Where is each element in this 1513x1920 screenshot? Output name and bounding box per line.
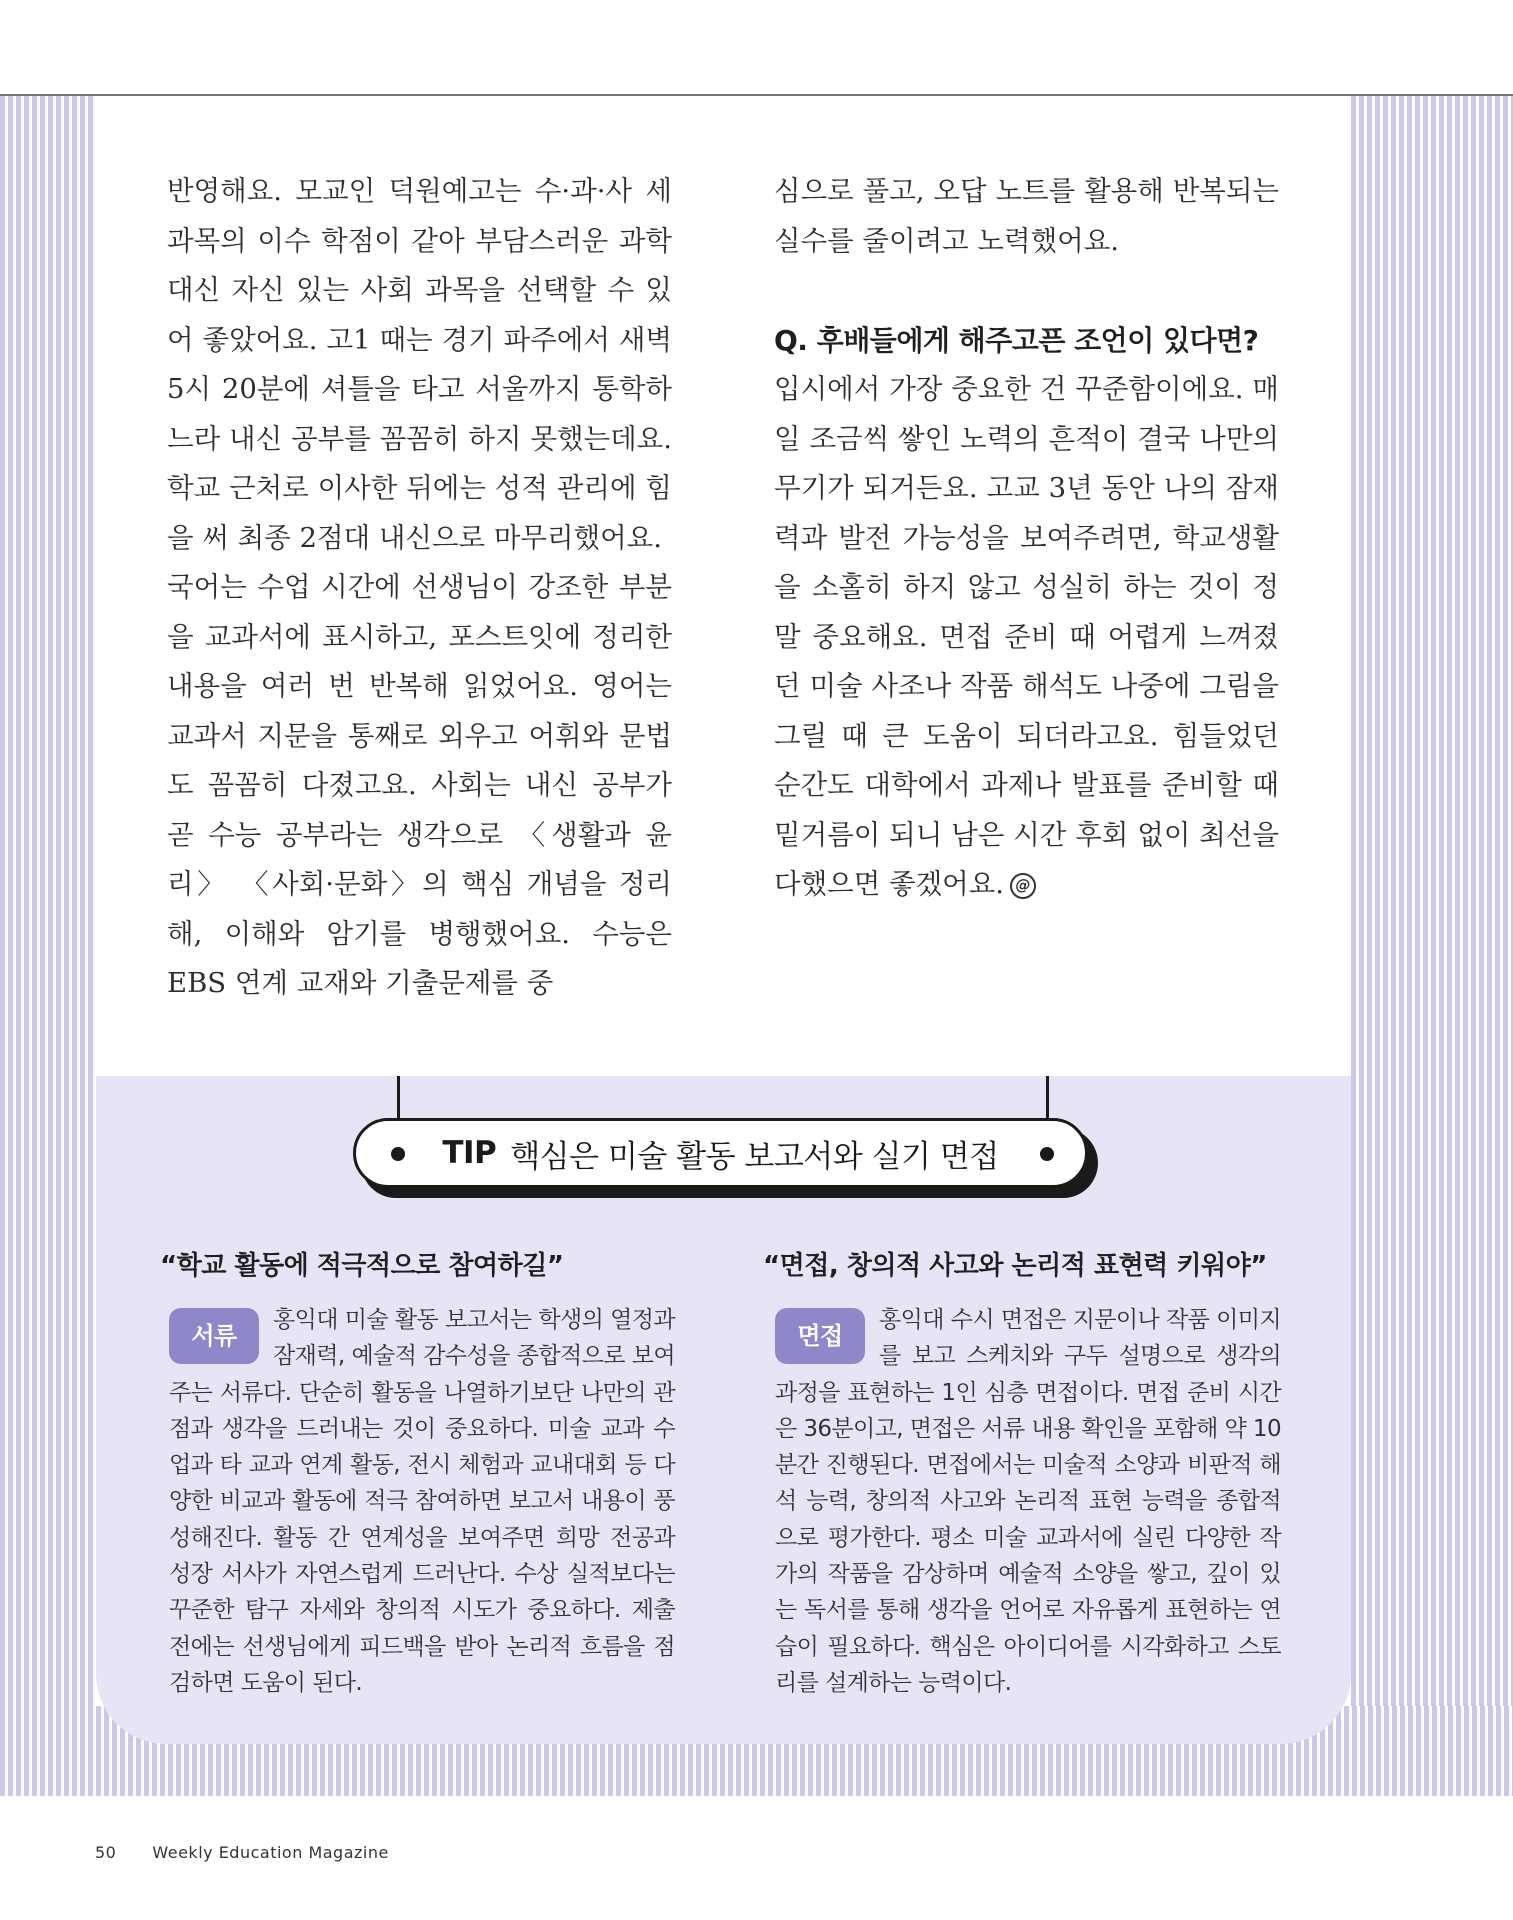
page-number: 50 [95, 1843, 117, 1862]
tag-documents: 서류 [169, 1308, 259, 1364]
answer-paragraph [774, 365, 1279, 910]
article-left-column [167, 167, 672, 1009]
tip-title-text: 핵심은 미술 활동 보고서와 실기 면접 [510, 1138, 999, 1175]
tag-interview: 면접 [775, 1308, 865, 1364]
article-paragraph: 반영해요. 모교인 덕원예고는 수·과·사 세 과목의 이수 학점이 같아 부담스러운 과학 대신 자신 있는 사회 과목을 선택할 수 있어 좋았어요. 고1 때는 경기 파주에서 새벽 5시 20분에 셔틀을 타고 서울까지 통학하느라 내신 공부를 꼼꼼히 하지 못했는데요. 학교 근처로 이사한 뒤에는 성적 관리에 힘을 써 최종 2점대 내신으로 마무리했어요. [167, 175, 672, 554]
tip-right-body [775, 1302, 1281, 1701]
question-heading: Q. 후배들에게 해주고픈 조언이 있다면? [774, 323, 1259, 357]
tip-right-text: 홍익대 수시 면접은 지문이나 작품 이미지를 보고 스케치와 구두 설명으로 생각의 과정을 표현하는 1인 심층 면접이다. 면접 준비 시간은 36분이고, 면접은 서류 내용 확인을 포함해 약 10분간 진행된다. 면접에서는 미술적 소양과 비판적 해석 능력, 창의적 사고와 논리적 표현 능력을 종합적으로 평가한다. 평소 미술 교과서에 실린 다양한 작가의 작품을 감상하며 예술적 소양을 쌓고, 깊이 있는 독서를 통해 생각을 언어로 자유롭게 표현하는 연습이 필요하다. 핵심은 아이디어를 시각화하고 스토리를 설계하는 능력이다. [775, 1307, 1281, 1696]
article-right-column [774, 167, 1279, 910]
tip-right-heading: “면접, 창의적 사고와 논리적 표현력 키워야” [763, 1251, 1267, 1281]
page-footer [95, 1843, 389, 1862]
tip-label: TIP [442, 1135, 497, 1171]
tip-left-heading: “학교 활동에 적극적으로 참여하길” [160, 1251, 564, 1281]
article-paragraph: 심으로 풀고, 오답 노트를 활용해 반복되는 실수를 줄이려고 노력했어요. [774, 175, 1279, 257]
right-stripe-border [1351, 96, 1513, 1796]
article-paragraph: 국어는 수업 시간에 선생님이 강조한 부분을 교과서에 표시하고, 포스트잇에 정리한 내용을 여러 번 반복해 읽었어요. 영어는 교과서 지문을 통째로 외우고 어휘와 문법도 꼼꼼히 다졌고요. 사회는 내신 공부가 곧 수능 공부라는 생각으로 〈생활과 윤리〉 〈사회·문화〉의 핵심 개념을 정리해, 이해와 암기를 병행했어요. 수능은 EBS 연계 교재와 기출문제를 중 [167, 571, 672, 999]
tip-banner-title [353, 1118, 1088, 1188]
left-stripe-border [0, 96, 96, 1796]
end-mark-icon: @ [1010, 873, 1036, 899]
tip-left-text: 홍익대 미술 활동 보고서는 학생의 열정과 잠재력, 예술적 감수성을 종합적으로 보여주는 서류다. 단순히 활동을 나열하기보단 나만의 관점과 생각을 드러내는 것이 중요하다. 미술 교과 수업과 타 교과 연계 활동, 전시 체험과 교내대회 등 다양한 비교과 활동에 적극 참여하면 보고서 내용이 풍성해진다. 활동 간 연계성을 보여주면 희망 전공과 성장 서사가 자연스럽게 드러난다. 수상 실적보다는 꾸준한 탐구 자세와 창의적 시도가 중요하다. 제출 전에는 선생님에게 피드백을 받아 논리적 흐름을 점검하면 도움이 된다. [169, 1307, 675, 1696]
tip-left-body [169, 1302, 675, 1701]
answer-text: 입시에서 가장 중요한 건 꾸준함이에요. 매일 조금씩 쌓인 노력의 흔적이 결국 나만의 무기가 되거든요. 고교 3년 동안 나의 잠재력과 발전 가능성을 보여주려면, 학교생활을 소홀히 하지 않고 성실히 하는 것이 정말 중요해요. 면접 준비 때 어렵게 느껴졌던 미술 사조나 작품 해석도 나중에 그림을 그릴 때 큰 도움이 되더라고요. 힘들었던 순간도 대학에서 과제나 발표를 준비할 때 밑거름이 되니 남은 시간 후회 없이 최선을 다했으면 좋겠어요. [774, 373, 1279, 900]
magazine-name: Weekly Education Magazine [152, 1843, 389, 1862]
